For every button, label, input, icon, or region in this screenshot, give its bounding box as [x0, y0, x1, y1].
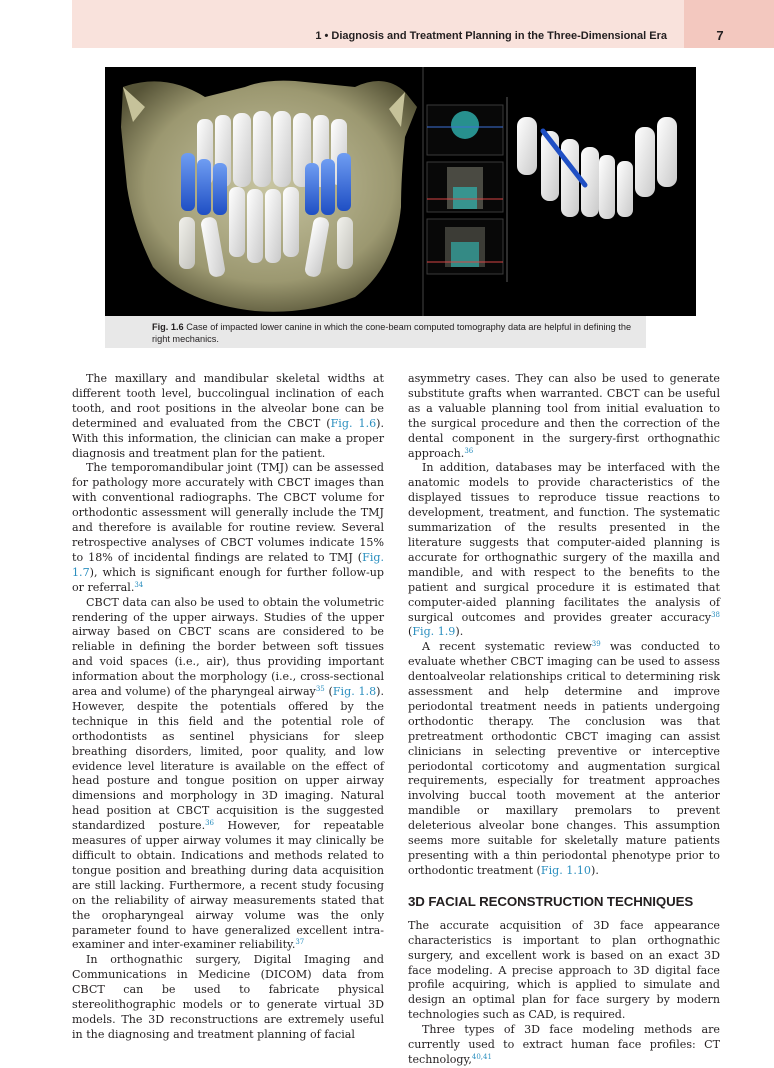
body-text: ).	[455, 625, 464, 639]
body-paragraph	[408, 461, 720, 640]
body-text: However, for repeatable measures of upper airway volumes it may clinically be difficult to obtain. Indications and methods related to tongue position and breathing during data acquisition are still lacking. Furthermore, a recent study focusing on the reliability of airway measurements stated that the oropharyngeal airway volume was the only parameter found to have generalized excellent intra-examiner and inter-examiner reliability.	[72, 819, 384, 952]
body-text: In addition, databases may be interfaced with the anatomic models to provide characteristics of the displayed tissues to reproduce tissue reactions to development, treatment, and function. The systematic summarization of the results presented in the literature suggests that computer-aided planning is accurate for orthognathic surgery of the maxilla and mandible, and with respect to the benefits to the patient and surgical procedure it is estimated that computer-aided planning facilitates the analysis of surgical outcomes and provides greater accuracy	[408, 461, 720, 624]
body-text: In orthognathic surgery, Digital Imaging and Communications in Medicine (DICOM) data from CBCT can be used to fabricate physical stereolithographic models or to generate virtual 3D models. The 3D reconstructions are extremely useful in the diagnosing and treatment planning of facial	[72, 953, 384, 1041]
body-text: The temporomandibular joint (TMJ) can be assessed for pathology more accurately with CBCT images than with conventional radiographs. The CBCT volume for orthodontic assessment will generally include the TMJ and therefore is available for routine review. Several retrospective analyses of CBCT volumes indicate 15% to 18% of incidental findings are related to TMJ (	[72, 461, 384, 564]
citation-superscript[interactable]: 34	[134, 580, 144, 589]
figure-caption-text: Case of impacted lower canine in which the cone-beam computed tomography data are helpful in defining the right mechanics.	[152, 322, 632, 345]
citation-superscript[interactable]: 36	[464, 446, 474, 455]
body-text: (	[324, 685, 333, 699]
body-text: A recent systematic review	[422, 640, 592, 654]
left-text-column	[72, 372, 384, 1043]
body-text: (	[408, 625, 413, 639]
body-text: The accurate acquisition of 3D face appearance characteristics is important to plan orthognathic surgery, and excellent work is based on an exact 3D face modeling. A precise approach to 3D digital face profile acquiring, which is applied to simulate and design an optimal plan for face surgery by modern technologies such as CAD, is required.	[408, 918, 720, 1022]
figure-reference-link[interactable]: Fig. 1.6	[330, 416, 377, 430]
body-text: ), which is significant enough for further follow-up or referral.	[72, 565, 384, 594]
body-text: ). With this information, the clinician can make a proper diagnosis and treatment plan for the patient.	[72, 416, 385, 460]
citation-superscript[interactable]: 40,41	[471, 1052, 492, 1061]
figure-reference-link[interactable]: Fig. 1.9	[412, 625, 456, 639]
citation-superscript[interactable]: 36	[205, 819, 215, 828]
citation-superscript[interactable]: 35	[315, 685, 325, 694]
body-paragraph	[72, 953, 384, 1042]
citation-superscript[interactable]: 39	[591, 640, 601, 649]
body-text: asymmetry cases. They can also be used to generate substitute grafts when warranted. CBCT can be useful as a valuable planning tool from initial evaluation to the surgical procedure and then the correction of the dental component in the surgery-first orthognathic approach.	[408, 372, 720, 460]
body-paragraph	[408, 919, 720, 1023]
figure-reference-link[interactable]: Fig. 1.7	[72, 550, 384, 579]
body-paragraph	[408, 372, 720, 461]
body-text: Three types of 3D face modeling methods are currently used to extract human face profiles: CT technology,	[408, 1023, 720, 1066]
figure-cbct-image	[105, 67, 696, 316]
figure-reference-link[interactable]: Fig. 1.10	[540, 863, 591, 877]
body-paragraph	[72, 596, 384, 954]
running-title: 1 • Diagnosis and Treatment Planning in the Three-Dimensional Era	[315, 30, 667, 42]
body-text: ). However, despite the potentials offered by the technique in this field and the potential role of orthodontists as sentinel physicians for sleep breathing disorders, limited, poor quality, and low evidence level literature is available on the effect of head posture and tongue position on upper airway dimensions and morphology in 3D imaging. Natural head position at CBCT acquisition is the suggested standardized posture.	[72, 685, 385, 833]
skull-render	[121, 81, 417, 312]
body-paragraph	[408, 1023, 720, 1068]
page-number: 7	[716, 28, 724, 43]
body-text: was conducted to evaluate whether CBCT imaging can be used to assess dentoalveolar relationships critical to determining risk assessment and help determine and improve periodontal treatment needs in patients undergoing orthodontic therapy. The conclusion was that pretreatment orthodontic CBCT imaging can assist clinicians in selecting preventive or interceptive periodontal corticotomy and augmentation surgical requirements, especially for treatment approaches involving buccal tooth movement at the anterior mandible or maxillary premolars to prevent deleterious alveolar bone changes. This assumption seems more suitable for skeletally mature patients presenting with a thin periodontal phenotype prior to orthodontic treatment (	[408, 640, 720, 877]
body-paragraph	[72, 372, 384, 461]
section-heading: 3D FACIAL RECONSTRUCTION TECHNIQUES	[408, 893, 694, 909]
body-text: CBCT data can also be used to obtain the volumetric rendering of the upper airways. Studies of the upper airway based on CBCT scans are considered to be reliable in defining the border between soft tissues and void spaces (i.e., air), thus providing important information about the morphology (i.e., cross-sectional area and volume) of the pharyngeal airway	[72, 595, 384, 699]
figure-label: Fig. 1.6	[152, 322, 184, 332]
body-paragraph	[72, 461, 384, 595]
figure-caption	[105, 316, 646, 348]
body-text: ).	[591, 863, 599, 877]
body-paragraph	[408, 640, 720, 879]
cbct-slice-panels	[427, 97, 507, 282]
cbct-rendering	[105, 67, 696, 316]
figure-reference-link[interactable]: Fig. 1.8	[332, 685, 377, 699]
canine-render	[511, 97, 681, 257]
citation-superscript[interactable]: 38	[711, 610, 720, 619]
citation-superscript[interactable]: 37	[295, 938, 305, 947]
body-text: The maxillary and mandibular skeletal widths at different tooth level, buccolingual inclination of each tooth, and root positions in the alveolar bone can be determined and evaluated from the CBCT (	[72, 372, 384, 430]
right-text-column	[408, 372, 720, 1068]
